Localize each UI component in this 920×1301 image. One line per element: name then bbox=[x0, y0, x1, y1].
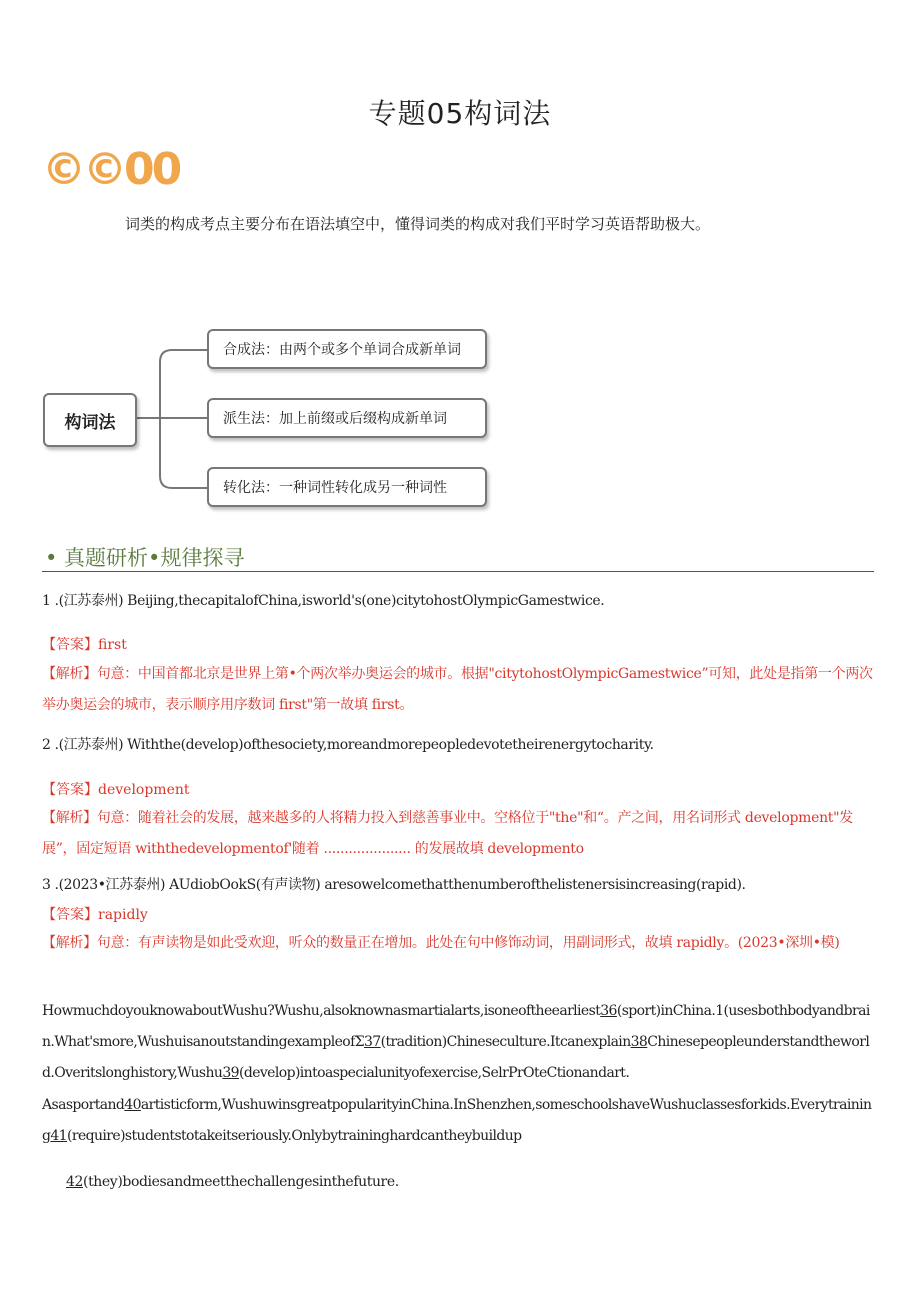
blank-40: 40 bbox=[124, 1097, 141, 1113]
section-divider bbox=[42, 571, 874, 572]
passage-text: Asasportand bbox=[42, 1097, 125, 1113]
passage-paragraph-3 bbox=[66, 1174, 399, 1190]
passage-text: (require)studentstotakeitseriously.Onlybytraininghardcantheybuildup bbox=[67, 1128, 522, 1144]
mindmap-node-compound: 合成法：由两个或多个单词合成新单词 bbox=[207, 329, 487, 369]
question-1: 1 .(江苏泰州) Beijing,thecapitalofChina,isworld's(one)citytohostOlympicGamestwice. bbox=[42, 593, 605, 609]
blank-38: 38 bbox=[630, 1034, 648, 1050]
mindmap-root: 构词法 bbox=[43, 393, 137, 447]
intro-text: 词类的构成考点主要分布在语法填空中，懂得词类的构成对我们平时学习英语帮助极大。 bbox=[125, 215, 711, 233]
passage-paragraph-2 bbox=[42, 1090, 876, 1152]
mindmap-node-conversion: 转化法：一种词性转化成另一种词性 bbox=[207, 467, 487, 507]
blank-42: 42 bbox=[66, 1174, 84, 1190]
passage-text: (sport)inChina.1(usesbothbodyandbrain.What'smore,WushuisanoutstandingexampleofΣ bbox=[42, 1003, 870, 1050]
passage-text: (develop)intoaspecialunityofexercise,SelrPrOteCtionandart. bbox=[238, 1065, 630, 1081]
answer-1: 【答案】first bbox=[42, 637, 127, 653]
passage-text: artisticform,WushuwinsgreatpopularityinChina.InShenzhen,someschoolshaveWushuclassesforkids.Everytraining bbox=[42, 1097, 872, 1144]
passage-text: Chinesepeopleunderstandtheworld.Overitslonghistory,Wushu bbox=[42, 1034, 870, 1081]
answer-3: 【答案】rapidly bbox=[42, 907, 148, 923]
blank-36: 36 bbox=[600, 1003, 617, 1019]
logo: ©©00 bbox=[42, 144, 180, 195]
blank-41: 41 bbox=[50, 1128, 67, 1144]
answer-2: 【答案】development bbox=[42, 782, 190, 798]
passage-text: HowmuchdoyouknowaboutWushu?Wushu,alsoknownasmartialarts,isoneoftheearliest bbox=[42, 1003, 601, 1019]
explanation-3: 【解析】句意：有声读物是如此受欢迎，听众的数量正在增加。此处在句中修饰动词，用副词形式，故填 rapidly。(2023•深圳•模) bbox=[42, 935, 840, 951]
question-2: 2 .(江苏泰州) Withthe(develop)ofthesociety,moreandmorepeopledevotetheirenergytocharity. bbox=[42, 737, 654, 753]
explanation-1: 【解析】句意：中国首都北京是世界上第•个两次举办奥运会的城市。根据"citytohostOlympicGamestwice”可知，此处是指第一个两次举办奥运会的城市，表示顺序用序数词 first"第一故填 first。 bbox=[42, 666, 873, 713]
mindmap-node-derivation: 派生法：加上前缀或后缀构成新单词 bbox=[207, 398, 487, 438]
explanation-2: 【解析】句意：随着社会的发展，越来越多的人将精力投入到慈善事业中。空格位于"the"和“。产之间，用名词形式 development"发展”，固定短语 withthedevelopmentof'随着 ..................... 的发展故填 developmento bbox=[42, 810, 853, 857]
question-3: 3 .(2023•江苏泰州) AUdiobOokS(有声读物) aresowelcomethatthenumberofthelistenersisincreasing(rapid). bbox=[42, 877, 746, 893]
passage-paragraph-1 bbox=[42, 996, 876, 1089]
blank-39: 39 bbox=[222, 1065, 239, 1081]
blank-37: 37 bbox=[364, 1034, 381, 1050]
passage-text: (tradition)Chineseculture.Itcanexplain bbox=[380, 1034, 631, 1050]
page-title: 专题05构词法 bbox=[368, 97, 552, 130]
section-heading: • 真题研析•规律探寻 bbox=[45, 546, 245, 570]
passage-text: (they)bodiesandmeetthechallengesinthefuture. bbox=[83, 1174, 399, 1190]
